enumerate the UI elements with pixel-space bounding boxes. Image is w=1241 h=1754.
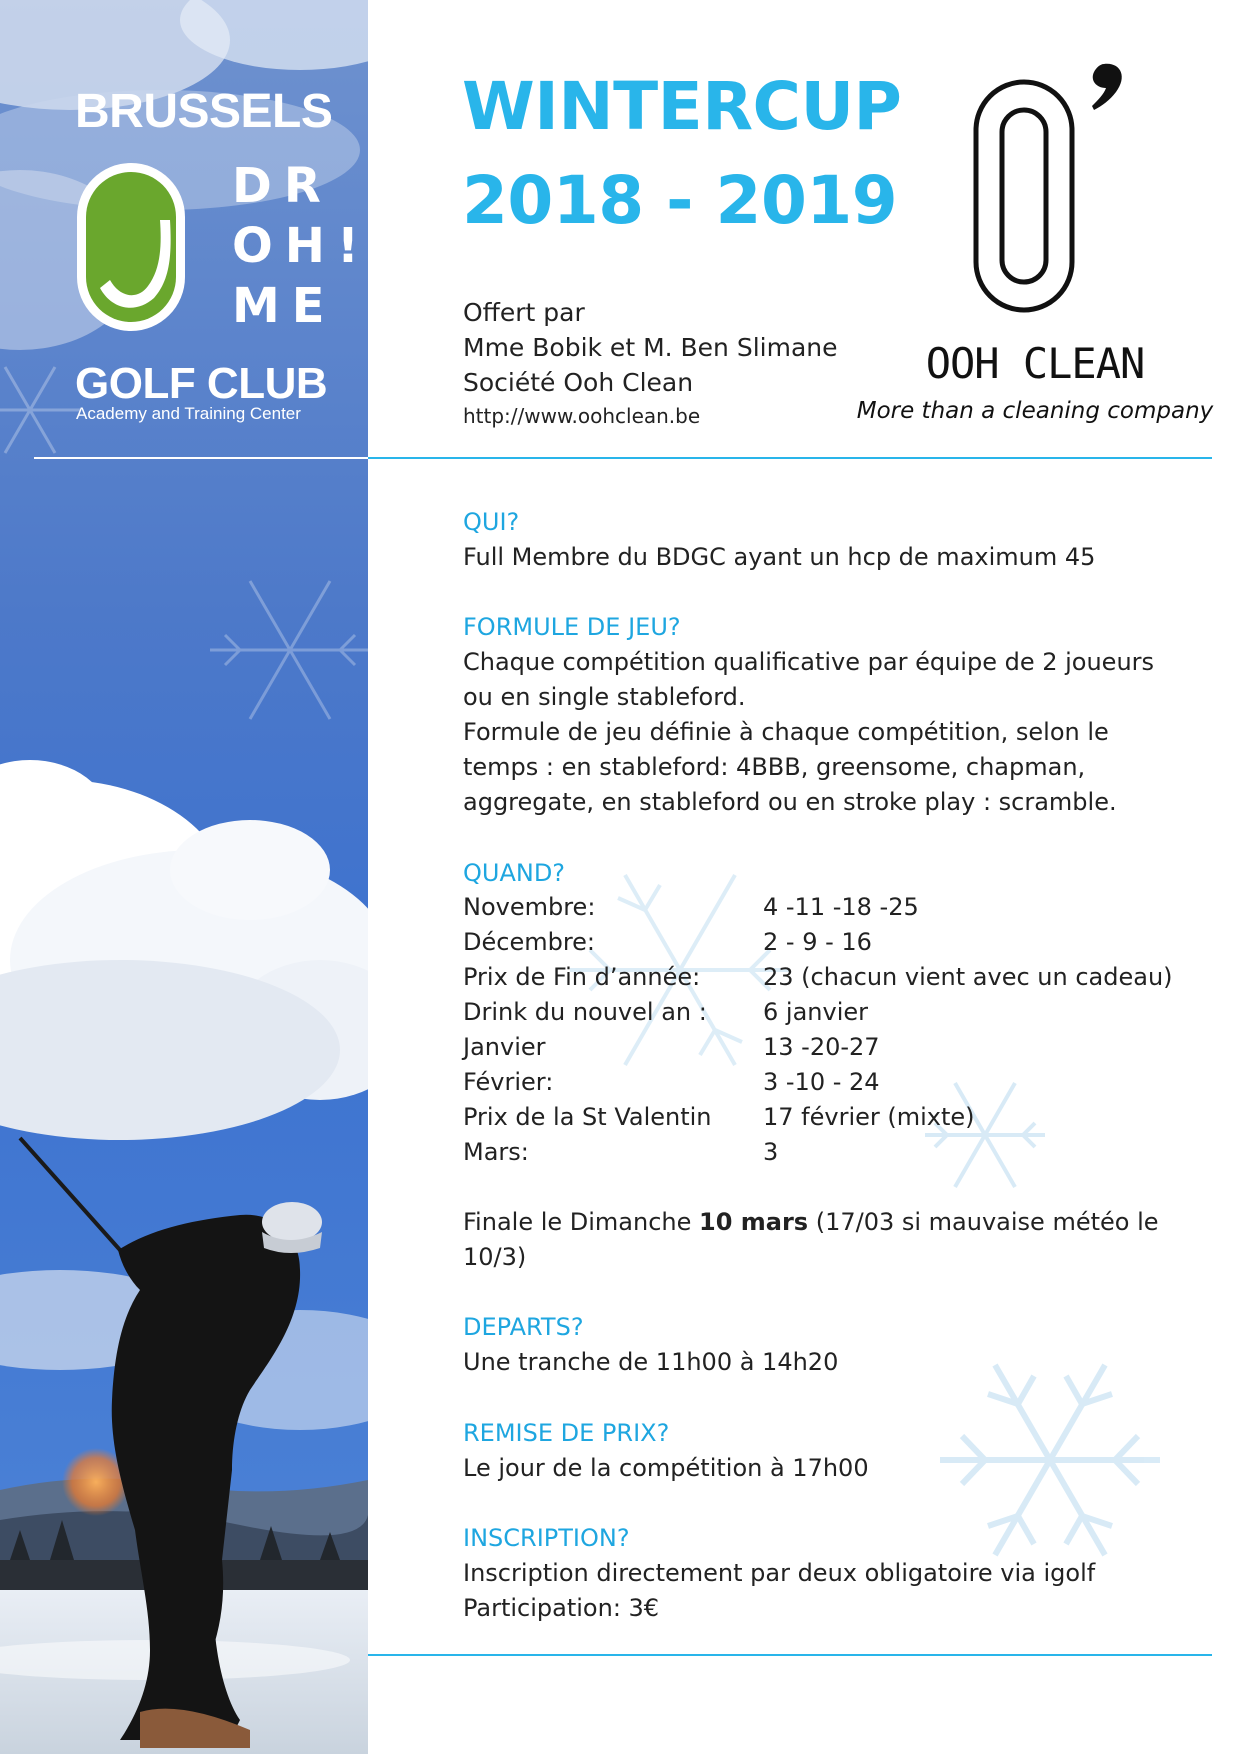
sponsor-tagline: More than a cleaning company	[856, 398, 1214, 424]
finale-prefix: Finale le Dimanche	[463, 1208, 700, 1236]
section-heading-inscription: INSCRIPTION?	[463, 1524, 630, 1552]
club-city: BRUSSELS	[75, 85, 333, 138]
club-name: GOLF CLUB	[75, 359, 328, 408]
sponsor-name: OOH CLEAN	[925, 339, 1145, 388]
finale-suffix: (17/03 si mauvaise météo le	[808, 1208, 1159, 1236]
banner-divider	[34, 457, 368, 459]
schedule-row	[463, 960, 1223, 995]
schedule-label: Décembre:	[463, 928, 596, 956]
event-title: WINTERCUP	[462, 68, 902, 145]
schedule-value: 3 -10 - 24	[763, 1068, 880, 1096]
offer-url[interactable]: http://www.oohclean.be	[463, 404, 701, 428]
schedule-value: 4 -11 -18 -25	[763, 893, 919, 921]
header-divider	[368, 457, 1212, 459]
offer-label: Offert par	[463, 298, 585, 327]
schedule-label: Prix de la St Valentin	[463, 1103, 712, 1131]
schedule-row	[463, 925, 1223, 960]
schedule-label: Janvier	[463, 1033, 546, 1061]
club-drome-line-1: DR	[232, 158, 333, 214]
schedule-value: 6 janvier	[763, 998, 868, 1026]
event-season: 2018 - 2019	[462, 162, 898, 239]
schedule-row	[463, 1065, 1223, 1100]
finale-line: 10/3)	[463, 1243, 527, 1271]
section-heading-qui: QUI?	[463, 508, 520, 536]
section-text-departs: Une tranche de 11h00 à 14h20	[463, 1348, 839, 1376]
section-heading-formule: FORMULE DE JEU?	[463, 613, 681, 641]
formule-line: ou en single stableford.	[463, 683, 746, 711]
schedule-value: 23 (chacun vient avec un cadeau)	[763, 963, 1173, 991]
schedule-value: 17 février (mixte)	[763, 1103, 975, 1131]
formule-line: aggregate, en stableford ou en stroke play : scramble.	[463, 788, 1117, 816]
schedule-row	[463, 1135, 1223, 1170]
schedule-label: Mars:	[463, 1138, 529, 1166]
club-drome-line-3: ME	[232, 278, 337, 334]
finale-date: 10 mars	[699, 1208, 809, 1236]
formule-line: Formule de jeu définie à chaque compétition, selon le	[463, 718, 1109, 746]
offer-people: Mme Bobik et M. Ben Slimane	[463, 333, 838, 362]
formule-line: Chaque compétition qualificative par équipe de 2 joueurs	[463, 648, 1155, 676]
schedule-row	[463, 1100, 1223, 1135]
schedule-label: Drink du nouvel an :	[463, 998, 707, 1026]
section-heading-remise: REMISE DE PRIX?	[463, 1419, 670, 1447]
section-heading-quand: QUAND?	[463, 859, 566, 887]
schedule-value: 3	[763, 1138, 779, 1166]
section-text-remise: Le jour de la compétition à 17h00	[463, 1454, 869, 1482]
schedule-row	[463, 995, 1223, 1030]
schedule-row	[463, 1030, 1223, 1065]
finale-line	[463, 1205, 1203, 1240]
golf-ball-logo-icon	[74, 160, 188, 334]
section-text-formule	[463, 645, 1203, 820]
schedule-label: Novembre:	[463, 893, 596, 921]
ooh-clean-logo-icon	[964, 62, 1132, 318]
section-text-inscription	[463, 1556, 1203, 1626]
inscription-line: Inscription directement par deux obligatoire via igolf	[463, 1559, 1096, 1587]
footer-divider	[368, 1654, 1212, 1656]
schedule-label: Février:	[463, 1068, 554, 1096]
schedule-value: 2 - 9 - 16	[763, 928, 872, 956]
club-drome-line-2: OH!	[232, 218, 371, 274]
offer-company: Société Ooh Clean	[463, 368, 694, 397]
section-text-qui: Full Membre du BDGC ayant un hcp de maximum 45	[463, 543, 1096, 571]
schedule-value: 13 -20-27	[763, 1033, 880, 1061]
finale-text	[463, 1205, 1203, 1275]
schedule-row	[463, 890, 1223, 925]
section-heading-departs: DEPARTS?	[463, 1313, 584, 1341]
schedule-table	[463, 890, 1223, 1170]
schedule-label: Prix de Fin d’année:	[463, 963, 701, 991]
inscription-line: Participation: 3€	[463, 1594, 660, 1622]
club-subtitle: Academy and Training Center	[76, 404, 301, 423]
formule-line: temps : en stableford: 4BBB, greensome, chapman,	[463, 753, 1086, 781]
